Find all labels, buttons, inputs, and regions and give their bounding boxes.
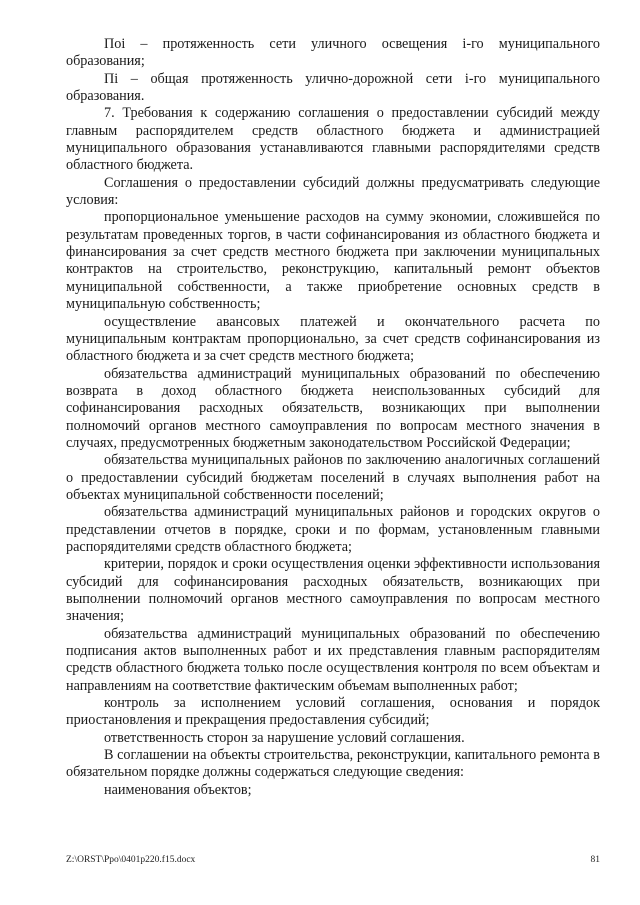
footer-page-number: 81	[590, 855, 600, 865]
paragraph-condition-return-obligations: обязательства администраций муниципальных образований по обеспечению возврата в доход областного бюджета неиспользованных субсидий для софинансирования расходных обязательств, возникающих при выполнении полномочий органов местного самоуправления по вопросам местного значения в случаях, предусмотренных бюджетным законодательством Российской Федерации;	[66, 365, 600, 451]
paragraph-condition-reduction: пропорциональное уменьшение расходов на сумму экономии, сложившейся по результатам проведенных торгов, в части софинансирования из областного бюджета и финансирования за счет средств местного бюджета при заключении муниципальных контрактов на строительство, реконструкцию, капитальный ремонт объектов муниципальной собственности, а также приобретение основных средств в муниципальную собственность;	[66, 209, 600, 313]
paragraph-condition-efficiency-criteria: критерии, порядок и сроки осуществления оценки эффективности использования субсидий для софинансирования расходных обязательств, возникающих при выполнении полномочий органов местного самоуправления по вопросам местного значения;	[66, 556, 600, 625]
paragraph-construction-info: В соглашении на объекты строительства, реконструкции, капитального ремонта в обязательном порядке должны содержаться следующие сведения:	[66, 747, 600, 781]
paragraph-pi-definition: Пі – общая протяженность улично-дорожной сети і-го муниципального образования.	[66, 70, 600, 105]
paragraph-section-7: 7. Требования к содержанию соглашения о предоставлении субсидий между главным распорядителем средств областного бюджета и администрацией муниципального образования устанавливаются главными распорядителями средств областного бюджета.	[66, 105, 600, 174]
paragraph-conditions-intro: Соглашения о предоставлении субсидий должны предусматривать следующие условия:	[66, 174, 600, 209]
paragraph-object-names: наименования объектов;	[104, 781, 252, 798]
footer-file-path: Z:\ORST\Ppo\0401p220.f15.docx	[66, 855, 196, 865]
paragraph-condition-district-agreements: обязательства муниципальных районов по заключению аналогичных соглашений о предоставлении субсидий бюджетам поселений в случаях выполнения работ на объектах муниципальной собственности поселений;	[66, 452, 600, 503]
paragraph-condition-responsibility: ответственность сторон за нарушение условий соглашения.	[104, 729, 465, 746]
paragraph-condition-acts-signing: обязательства администраций муниципальных образований по обеспечению подписания актов выполненных работ и их представления главным распорядителям средств областного бюджета только после осуществления контроля по всем объектам и направлениям на соответствие фактическим объемам выполненных работ;	[66, 625, 600, 694]
paragraph-condition-reports: обязательства администраций муниципальных районов и городских округов о представлении отчетов в порядке, сроки и по формам, установленным главными распорядителями средств областного бюджета;	[66, 504, 600, 555]
paragraph-condition-advance-payments: осуществление авансовых платежей и окончательного расчета по муниципальным контрактам пропорционально, за счет средств софинансирования из областного бюджета и за счет средств местного бюджета;	[66, 313, 600, 365]
paragraph-poi-definition: Поі – протяженность сети уличного освещения і-го муниципального образования;	[66, 36, 600, 70]
document-body	[66, 36, 600, 799]
paragraph-condition-control: контроль за исполнением условий соглашения, основания и порядок приостановления и прекращения предоставления субсидий;	[66, 695, 600, 729]
